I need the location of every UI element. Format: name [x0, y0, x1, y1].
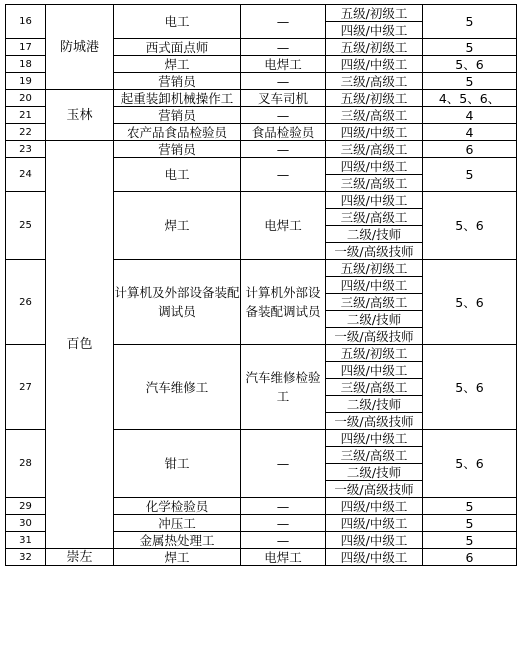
row-number: 16 [6, 5, 46, 39]
row-number: 25 [6, 192, 46, 260]
skill-level: 三级/高级工 [326, 73, 423, 90]
row-number: 21 [6, 107, 46, 124]
skill-level: 三级/高级工 [326, 379, 423, 396]
occupation-name: 电工 [114, 158, 241, 192]
table-row [6, 90, 517, 107]
subsidy-code: 4 [423, 107, 517, 124]
subsidy-code: 5、6 [423, 56, 517, 73]
subsidy-code: 5、6 [423, 192, 517, 260]
occupation-alias: — [241, 158, 326, 192]
skill-level: 四级/中级工 [326, 532, 423, 549]
subsidy-code: 5 [423, 158, 517, 192]
skill-level: 四级/中级工 [326, 56, 423, 73]
subsidy-code: 5、6 [423, 260, 517, 345]
row-number: 28 [6, 430, 46, 498]
occupation-name: 西式面点师 [114, 39, 241, 56]
occupation-name: 焊工 [114, 192, 241, 260]
skill-level: 三级/高级工 [326, 141, 423, 158]
skill-level: 一级/高级技师 [326, 243, 423, 260]
subsidy-code: 5、6 [423, 345, 517, 430]
occupation-name: 营销员 [114, 107, 241, 124]
row-number: 31 [6, 532, 46, 549]
skill-level: 四级/中级工 [326, 362, 423, 379]
skill-level: 二级/技师 [326, 396, 423, 413]
occupation-name: 化学检验员 [114, 498, 241, 515]
occupation-alias: — [241, 5, 326, 39]
city-cell: 崇左 [46, 549, 114, 566]
skill-level: 三级/高级工 [326, 209, 423, 226]
row-number: 22 [6, 124, 46, 141]
occupation-alias: 计算机外部设备装配调试员 [241, 260, 326, 345]
occupation-alias: 电焊工 [241, 192, 326, 260]
occupation-name: 金属热处理工 [114, 532, 241, 549]
occupation-alias: — [241, 498, 326, 515]
skill-level: 四级/中级工 [326, 277, 423, 294]
city-cell: 玉林 [46, 90, 114, 141]
occupation-alias: — [241, 73, 326, 90]
row-number: 23 [6, 141, 46, 158]
occupation-alias: 电焊工 [241, 56, 326, 73]
skill-level: 五级/初级工 [326, 90, 423, 107]
skill-level: 五级/初级工 [326, 345, 423, 362]
skill-level: 一级/高级技师 [326, 481, 423, 498]
skill-level: 四级/中级工 [326, 498, 423, 515]
occupation-alias: — [241, 141, 326, 158]
row-number: 18 [6, 56, 46, 73]
table-row [6, 549, 517, 566]
skill-level: 五级/初级工 [326, 5, 423, 22]
row-number: 19 [6, 73, 46, 90]
occupation-alias: 食品检验员 [241, 124, 326, 141]
skill-level: 二级/技师 [326, 311, 423, 328]
subsidy-code: 4、5、6、 [423, 90, 517, 107]
table-row [6, 5, 517, 22]
subsidy-code: 5 [423, 39, 517, 56]
subsidy-code: 5、6 [423, 430, 517, 498]
occupation-alias: — [241, 430, 326, 498]
skill-level: 四级/中级工 [326, 515, 423, 532]
city-cell: 防城港 [46, 5, 114, 90]
row-number: 27 [6, 345, 46, 430]
occupation-name: 钳工 [114, 430, 241, 498]
occupation-name: 电工 [114, 5, 241, 39]
occupation-name: 焊工 [114, 549, 241, 566]
occupation-name: 计算机及外部设备装配调试员 [114, 260, 241, 345]
occupation-table [5, 4, 517, 566]
skill-level: 五级/初级工 [326, 260, 423, 277]
occupation-name: 营销员 [114, 73, 241, 90]
skill-level: 三级/高级工 [326, 294, 423, 311]
subsidy-code: 5 [423, 498, 517, 515]
subsidy-code: 5 [423, 532, 517, 549]
skill-level: 三级/高级工 [326, 447, 423, 464]
occupation-alias: 叉车司机 [241, 90, 326, 107]
occupation-name: 农产品食品检验员 [114, 124, 241, 141]
table-row [6, 141, 517, 158]
row-number: 30 [6, 515, 46, 532]
skill-level: 四级/中级工 [326, 22, 423, 39]
row-number: 32 [6, 549, 46, 566]
skill-level: 一级/高级技师 [326, 413, 423, 430]
occupation-name: 冲压工 [114, 515, 241, 532]
row-number: 29 [6, 498, 46, 515]
subsidy-code: 6 [423, 549, 517, 566]
occupation-name: 汽车维修工 [114, 345, 241, 430]
row-number: 17 [6, 39, 46, 56]
occupation-alias: — [241, 39, 326, 56]
skill-level: 二级/技师 [326, 464, 423, 481]
skill-level: 三级/高级工 [326, 107, 423, 124]
subsidy-code: 6 [423, 141, 517, 158]
skill-level: 四级/中级工 [326, 124, 423, 141]
occupation-alias: 电焊工 [241, 549, 326, 566]
skill-level: 二级/技师 [326, 226, 423, 243]
subsidy-code: 5 [423, 5, 517, 39]
occupation-name: 营销员 [114, 141, 241, 158]
row-number: 26 [6, 260, 46, 345]
occupation-name: 焊工 [114, 56, 241, 73]
subsidy-code: 5 [423, 515, 517, 532]
subsidy-code: 5 [423, 73, 517, 90]
row-number: 24 [6, 158, 46, 192]
skill-level: 四级/中级工 [326, 430, 423, 447]
occupation-name: 起重装卸机械操作工 [114, 90, 241, 107]
skill-level: 一级/高级技师 [326, 328, 423, 345]
skill-level: 五级/初级工 [326, 39, 423, 56]
skill-level: 三级/高级工 [326, 175, 423, 192]
skill-level: 四级/中级工 [326, 192, 423, 209]
occupation-alias: — [241, 107, 326, 124]
row-number: 20 [6, 90, 46, 107]
occupation-alias: — [241, 515, 326, 532]
occupation-alias: 汽车维修检验工 [241, 345, 326, 430]
city-cell: 百色 [46, 141, 114, 549]
skill-level: 四级/中级工 [326, 158, 423, 175]
skill-level: 四级/中级工 [326, 549, 423, 566]
occupation-alias: — [241, 532, 326, 549]
subsidy-code: 4 [423, 124, 517, 141]
